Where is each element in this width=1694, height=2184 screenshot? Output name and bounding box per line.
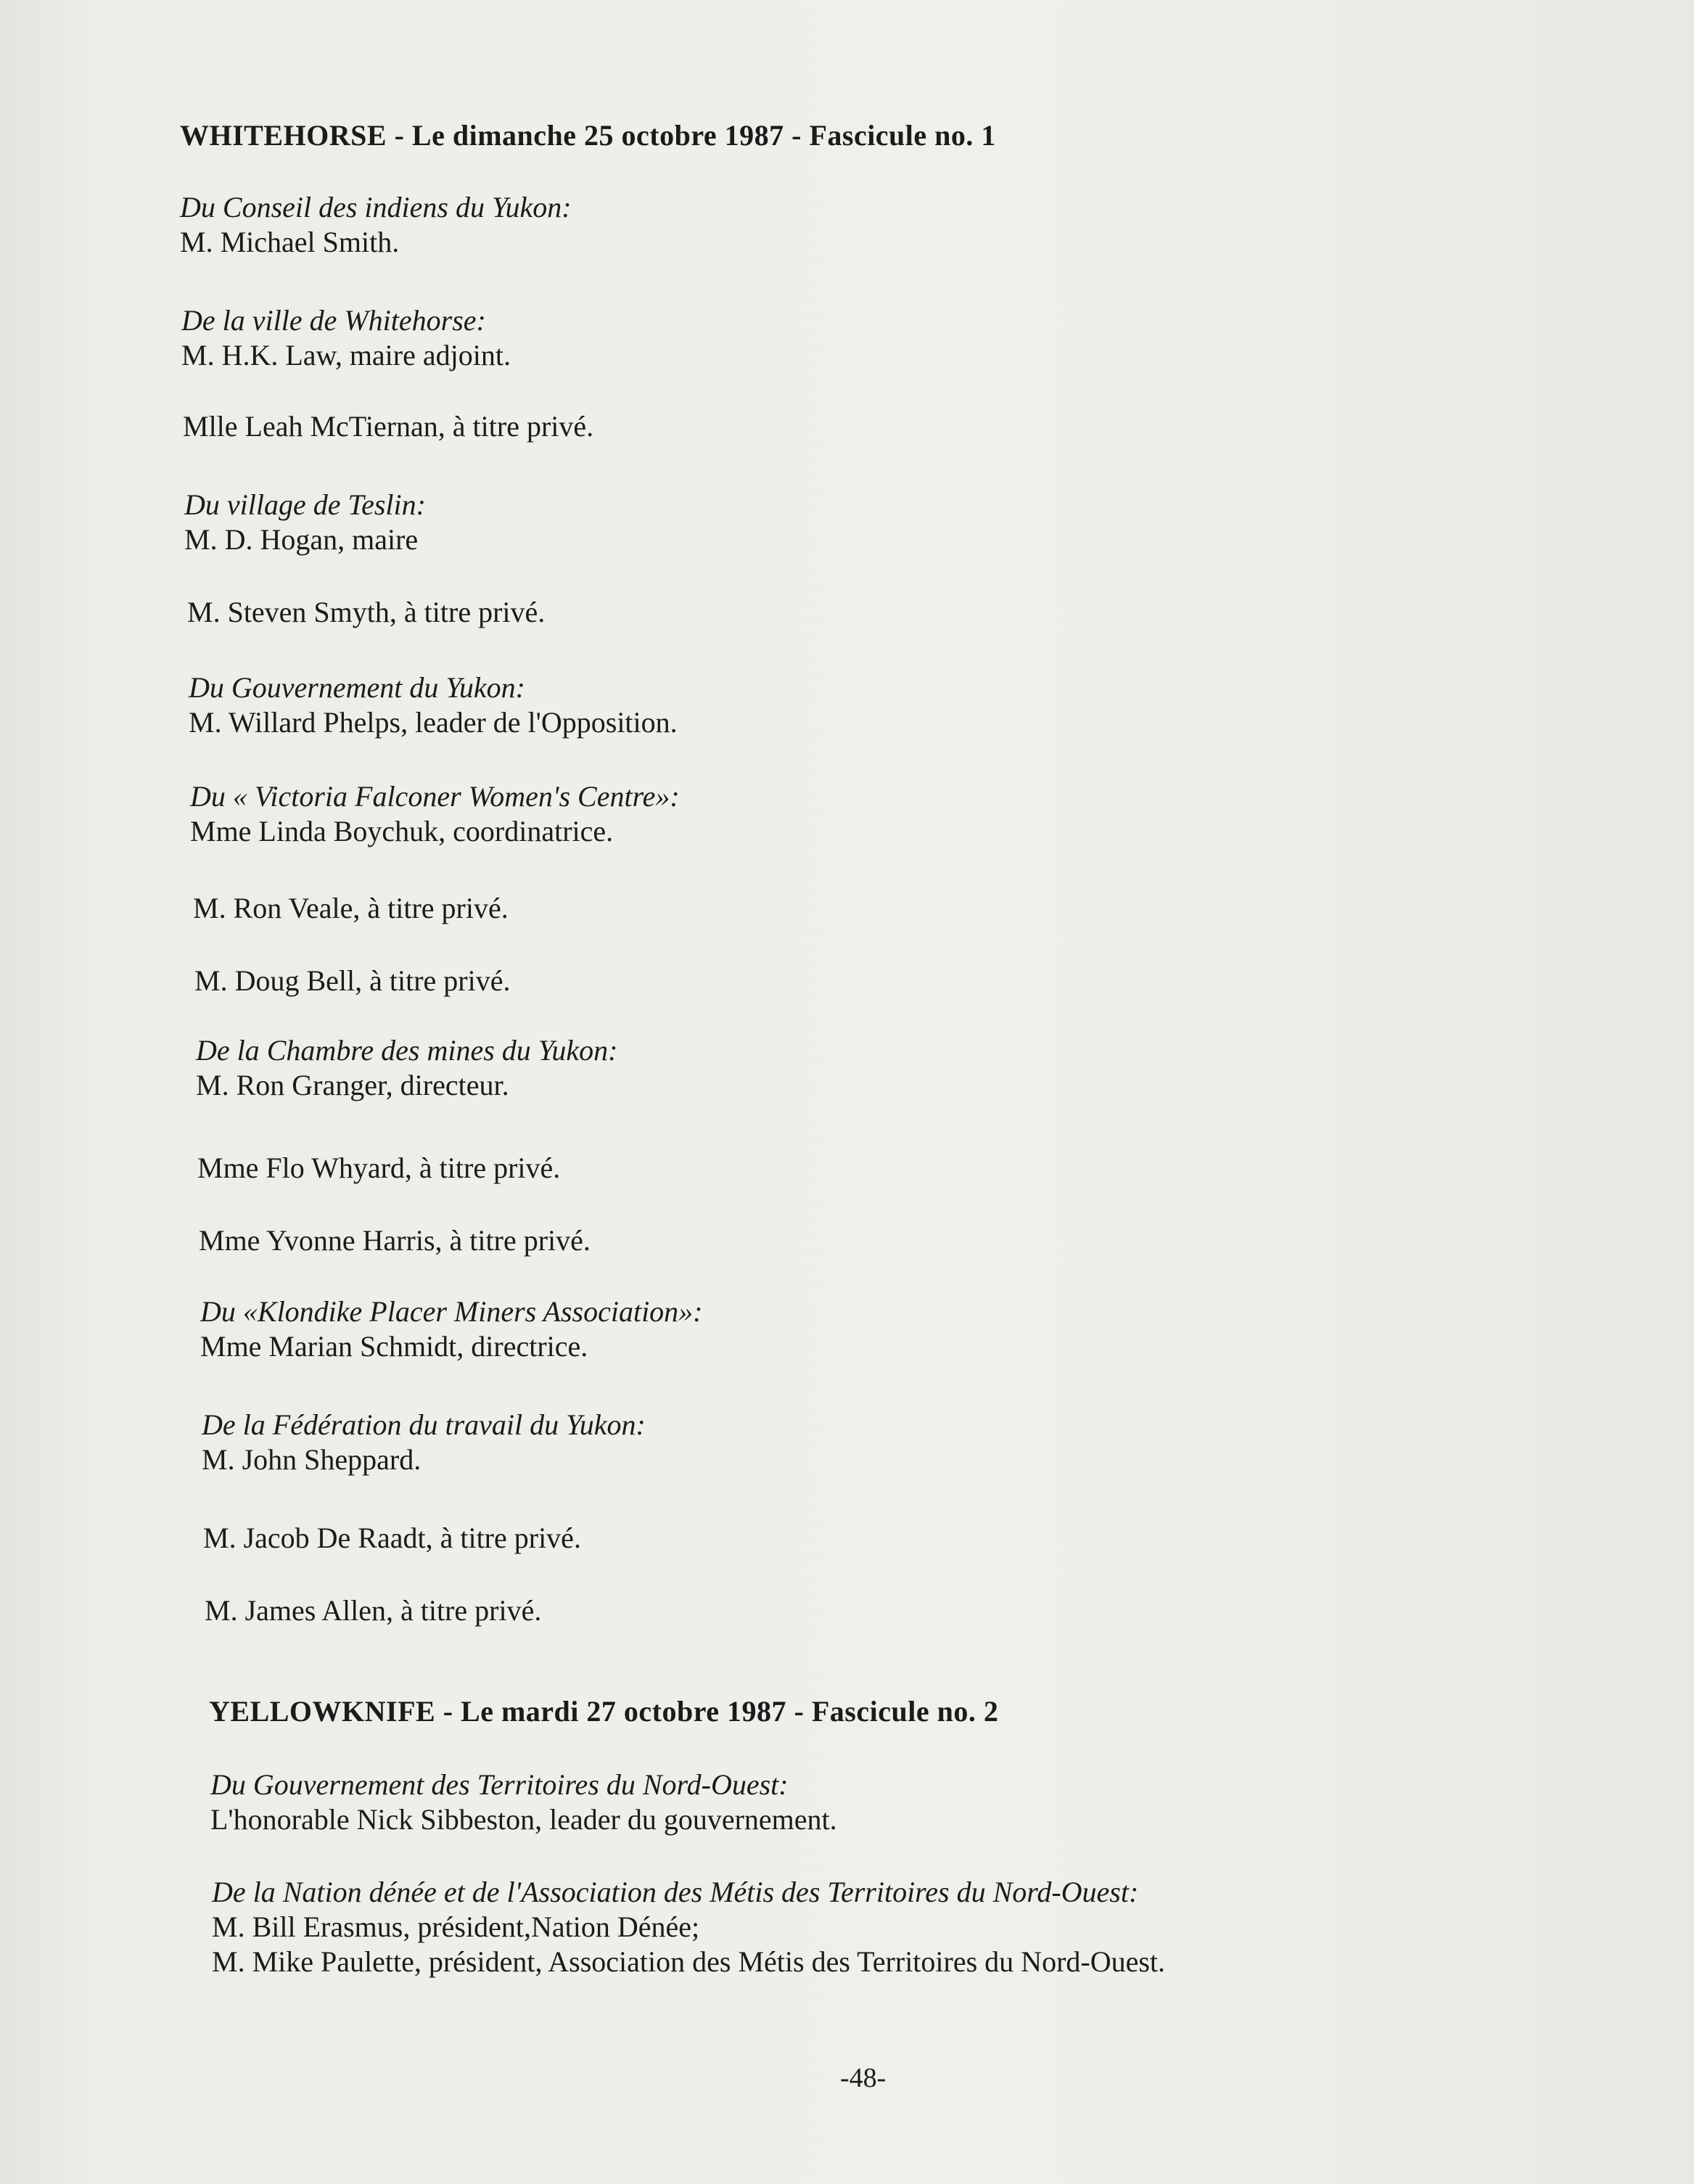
organization-name: Du «Klondike Placer Miners Association»: bbox=[200, 1295, 703, 1328]
list-item bbox=[196, 1033, 1647, 1103]
list-item bbox=[190, 779, 1641, 849]
witness-name: L'honorable Nick Sibbeston, leader du gouvernement. bbox=[210, 1803, 837, 1836]
witness-name: Mme Flo Whyard, à titre privé. bbox=[197, 1151, 561, 1184]
list-item bbox=[210, 1768, 1661, 1837]
list-item bbox=[212, 1875, 1663, 1979]
organization-name: Du Conseil des indiens du Yukon: bbox=[180, 191, 572, 223]
list-item bbox=[193, 891, 1644, 926]
witness-name: M. H.K. Law, maire adjoint. bbox=[181, 339, 511, 371]
list-item bbox=[180, 190, 1631, 260]
section-heading-whitehorse: WHITEHORSE - Le dimanche 25 octobre 1987 - Fascicule no. 1 bbox=[180, 119, 996, 152]
witness-name: M. Doug Bell, à titre privé. bbox=[194, 964, 511, 997]
witness-name: Mlle Leah McTiernan, à titre privé. bbox=[183, 410, 594, 443]
organization-name: De la ville de Whitehorse: bbox=[181, 304, 486, 337]
witness-name: M. Mike Paulette, président, Association des Métis des Territoires du Nord-Ouest. bbox=[212, 1945, 1166, 1978]
organization-name: Du Gouvernement du Yukon: bbox=[189, 671, 526, 704]
witness-name: M. James Allen, à titre privé. bbox=[205, 1594, 542, 1627]
organization-name: De la Fédération du travail du Yukon: bbox=[202, 1408, 646, 1441]
witness-name: Mme Linda Boychuk, coordinatrice. bbox=[190, 815, 614, 847]
witness-name: M. Ron Veale, à titre privé. bbox=[193, 892, 509, 924]
list-item bbox=[200, 1294, 1651, 1364]
organization-name: Du village de Teslin: bbox=[184, 488, 426, 521]
witness-name: M. Bill Erasmus, président,Nation Dénée; bbox=[212, 1910, 700, 1943]
witness-name: M. Jacob De Raadt, à titre privé. bbox=[203, 1522, 581, 1554]
list-item bbox=[184, 488, 1635, 557]
organization-name: De la Chambre des mines du Yukon: bbox=[196, 1034, 618, 1067]
witness-name: Mme Yvonne Harris, à titre privé. bbox=[199, 1224, 591, 1257]
organization-name: Du Gouvernement des Territoires du Nord-Ouest: bbox=[210, 1768, 789, 1801]
list-item bbox=[181, 303, 1632, 373]
list-item bbox=[205, 1593, 1656, 1628]
organization-name: De la Nation dénée et de l'Association des Métis des Territoires du Nord-Ouest: bbox=[212, 1876, 1139, 1908]
witness-name: M. John Sheppard. bbox=[202, 1443, 422, 1476]
witness-name: M. Ron Granger, directeur. bbox=[196, 1069, 509, 1101]
list-item bbox=[197, 1151, 1648, 1186]
page-number: -48- bbox=[840, 2063, 887, 2093]
witness-name: M. Willard Phelps, leader de l'Opposition. bbox=[189, 706, 678, 739]
list-item bbox=[199, 1223, 1650, 1258]
list-item bbox=[202, 1408, 1653, 1477]
section-heading-yellowknife: YELLOWKNIFE - Le mardi 27 octobre 1987 - Fascicule no. 2 bbox=[209, 1695, 999, 1728]
list-item bbox=[183, 409, 1634, 444]
list-item bbox=[189, 670, 1640, 740]
witness-name: M. Steven Smyth, à titre privé. bbox=[187, 596, 546, 628]
witness-name: M. Michael Smith. bbox=[180, 226, 400, 258]
organization-name: Du « Victoria Falconer Women's Centre»: bbox=[190, 780, 680, 813]
list-item bbox=[187, 595, 1638, 630]
witness-name: M. D. Hogan, maire bbox=[184, 523, 419, 556]
list-item bbox=[194, 964, 1645, 998]
list-item bbox=[203, 1521, 1654, 1556]
witness-name: Mme Marian Schmidt, directrice. bbox=[200, 1330, 588, 1363]
